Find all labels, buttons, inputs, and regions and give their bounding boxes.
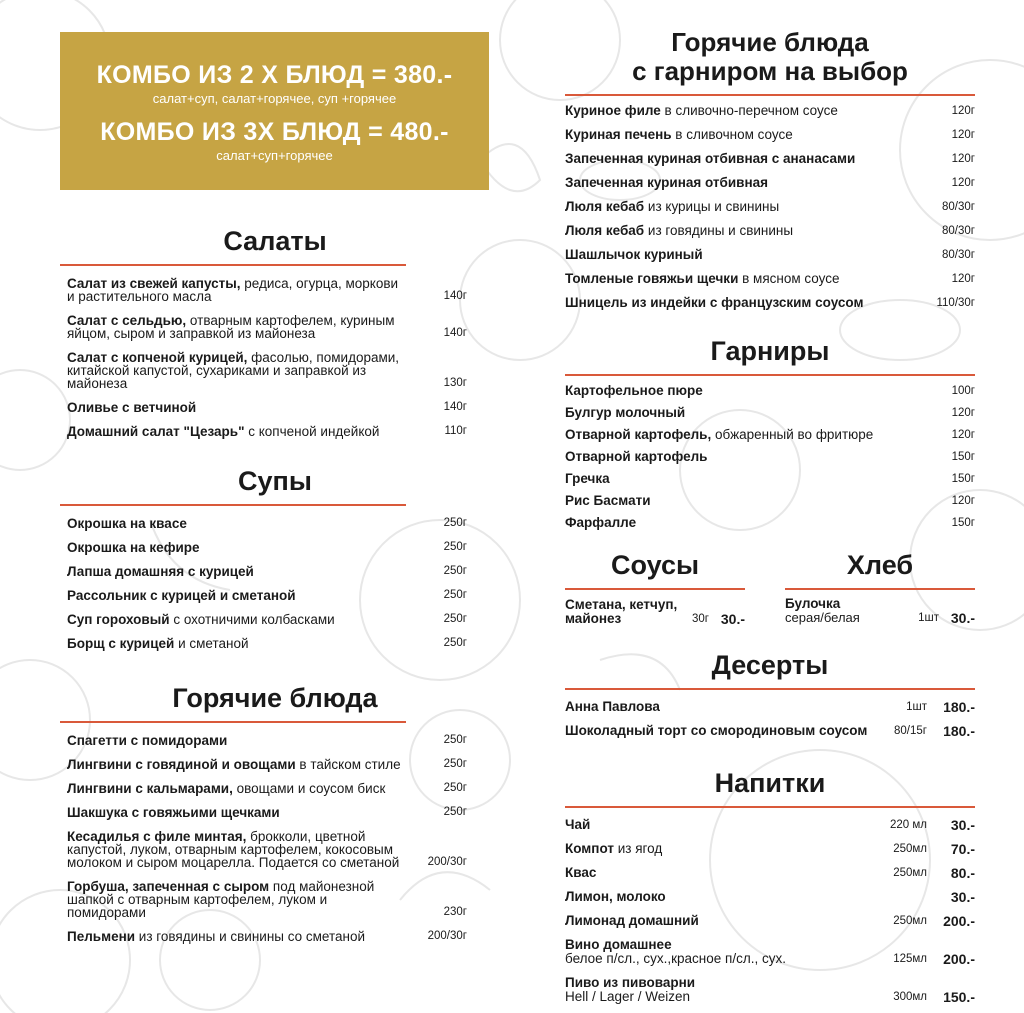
item-description: в сливочно-перечном соусе (660, 103, 838, 118)
item-description: обжаренный во фритюре (711, 427, 874, 442)
sauces-weight: 30г (692, 613, 709, 625)
item-weight: 250г (443, 758, 467, 770)
item-name: Лингвини с кальмарами, (67, 781, 233, 796)
item-weight: 250г (443, 565, 467, 577)
menu-item (565, 248, 975, 262)
menu-item (565, 914, 975, 928)
item-weight: 80/30г (942, 225, 975, 237)
hot-side-title-line2: с гарниром на выбор (632, 56, 908, 86)
sauces-name: Сметана, кетчуп, майонез (565, 597, 678, 626)
item-price: 200.- (943, 951, 975, 967)
salads-divider (60, 264, 406, 266)
item-text (565, 200, 917, 214)
item-description: с копченой индейкой (244, 424, 380, 439)
menu-item (565, 450, 975, 464)
item-weight: 130г (443, 377, 467, 389)
item-description: Hell / Lager / Weizen (565, 989, 691, 1004)
item-name: Чай (565, 817, 591, 832)
item-price: 200.- (943, 913, 975, 929)
item-weight: 250г (443, 613, 467, 625)
item-name: Оливье с ветчиной (67, 400, 197, 415)
menu-item (565, 406, 975, 420)
menu-item (565, 152, 975, 166)
item-weight: 200/30г (427, 856, 467, 868)
menu-item (67, 401, 467, 414)
menu-item (67, 613, 467, 626)
item-text (565, 152, 917, 166)
item-text (565, 976, 869, 1004)
item-name: Домашний салат "Цезарь" (67, 424, 245, 439)
item-weight: 140г (443, 401, 467, 413)
bread-item (785, 611, 975, 625)
item-text (565, 104, 917, 118)
menu-item (67, 517, 467, 530)
drinks-divider (565, 806, 975, 808)
bread-price: 30.- (950, 610, 975, 626)
item-text (565, 842, 869, 856)
menu-item (565, 272, 975, 286)
item-name: Горбуша, запеченная с сыром (67, 879, 270, 894)
item-weight: 120г (951, 129, 975, 141)
item-weight: 110г (444, 425, 467, 437)
soups-title: Супы (238, 466, 312, 496)
item-weight: 120г (951, 273, 975, 285)
item-description: в тайском стиле (295, 757, 401, 772)
item-price: 70.- (950, 841, 975, 857)
item-weight: 250мл (893, 843, 927, 855)
item-name: Картофельное пюре (565, 383, 703, 398)
drinks-title: Напитки (714, 768, 826, 798)
item-text (565, 818, 869, 832)
item-weight: 230г (443, 906, 467, 918)
item-name: Томленые говяжьи щечки (565, 271, 739, 286)
item-name: Борщ с курицей (67, 636, 175, 651)
hot-title: Горячие блюда (172, 683, 378, 713)
soups-section (60, 466, 490, 650)
menu-item (67, 880, 467, 919)
bread-divider (785, 588, 975, 590)
item-description: с охотничими колбасками (169, 612, 335, 627)
item-name: Компот (565, 841, 614, 856)
item-description: из курицы и свинины (644, 199, 780, 214)
item-name: Спагетти с помидорами (67, 733, 228, 748)
item-weight: 120г (951, 177, 975, 189)
item-text (565, 428, 917, 442)
combo-two-subtitle: салат+суп, салат+горячее, суп +горячее (152, 91, 397, 106)
menu-item (565, 384, 975, 398)
item-description: в мясном соусе (738, 271, 840, 286)
item-weight: 120г (951, 407, 975, 419)
item-name: Пельмени (67, 929, 136, 944)
item-name: Гречка (565, 471, 610, 486)
item-text (565, 128, 917, 142)
garnish-divider (565, 374, 975, 376)
item-weight: 140г (443, 290, 467, 302)
menu-item (67, 565, 467, 578)
item-name: Булгур молочный (565, 405, 686, 420)
item-text (565, 890, 869, 904)
menu-item (565, 724, 975, 738)
desserts-title: Десерты (711, 650, 829, 680)
item-weight: 125мл (893, 953, 927, 965)
hot-list (60, 734, 467, 943)
combo-two-title: КОМБО ИЗ 2 Х БЛЮД = 380.- (96, 61, 453, 89)
menu-item (67, 351, 467, 390)
menu-item (67, 806, 467, 819)
item-name: Окрошка на кефире (67, 540, 200, 555)
right-column (565, 28, 975, 1004)
item-price: 150.- (943, 989, 975, 1005)
item-text (565, 406, 917, 420)
item-name: Салат из свежей капусты, (67, 276, 241, 291)
item-weight: 120г (951, 105, 975, 117)
salads-list (60, 277, 467, 438)
item-text (565, 224, 917, 238)
item-weight: 80/30г (942, 201, 975, 213)
drinks-list (565, 818, 975, 1004)
item-weight: 300мл (893, 991, 927, 1003)
item-weight: 110/30г (936, 297, 975, 309)
menu-item (565, 866, 975, 880)
desserts-divider (565, 688, 975, 690)
item-weight: 250г (443, 806, 467, 818)
item-description: отварным картофелем, куриным яйцом, сыром и заправкой из майонеза (67, 313, 395, 341)
bread-name: Булочка (785, 596, 841, 611)
menu-item (67, 314, 467, 340)
combo-three-subtitle: салат+суп+горячее (216, 148, 333, 163)
menu-item (565, 224, 975, 238)
item-text (565, 866, 869, 880)
item-weight: 250г (443, 782, 467, 794)
item-weight: 120г (951, 153, 975, 165)
item-weight: 140г (443, 327, 467, 339)
desserts-list (565, 700, 975, 738)
item-name: Лимон, молоко (565, 889, 666, 904)
hot-side-section (565, 28, 975, 310)
item-name: Отварной картофель, (565, 427, 712, 442)
item-name: Лингвини с говядиной и овощами (67, 757, 296, 772)
sauces-divider (565, 588, 745, 590)
garnish-section (565, 336, 975, 530)
item-weight: 250мл (893, 867, 927, 879)
item-text (565, 272, 917, 286)
menu-item (565, 818, 975, 832)
item-description: и сметаной (174, 636, 249, 651)
item-weight: 250г (443, 517, 467, 529)
item-name: Люля кебаб (565, 199, 645, 214)
item-name: Рассольник с курицей и сметаной (67, 588, 296, 603)
menu-item (565, 516, 975, 530)
item-weight: 80/30г (942, 249, 975, 261)
item-weight: 250г (443, 637, 467, 649)
item-name: Лапша домашняя с курицей (67, 564, 254, 579)
menu-item (565, 200, 975, 214)
sauces-item (565, 598, 745, 626)
item-price: 30.- (950, 889, 975, 905)
item-weight: 200/30г (427, 930, 467, 942)
salads-title: Салаты (223, 226, 327, 256)
menu-item (67, 930, 467, 943)
item-name: Лимонад домашний (565, 913, 699, 928)
item-description: из говядины и свинины со сметаной (135, 929, 366, 944)
item-description: из говядины и свинины (644, 223, 794, 238)
menu-item (565, 104, 975, 118)
item-text (565, 176, 917, 190)
desserts-section (565, 650, 975, 738)
bread-section (785, 550, 975, 626)
item-name: Люля кебаб (565, 223, 645, 238)
item-weight: 250г (443, 734, 467, 746)
menu-item (565, 494, 975, 508)
item-name: Запеченная куриная отбивная с ананасами (565, 151, 856, 166)
item-description: овощами и соусом биск (232, 781, 386, 796)
item-weight: 220 мл (890, 819, 927, 831)
item-price: 180.- (943, 699, 975, 715)
item-price: 30.- (950, 817, 975, 833)
hot-divider (60, 721, 406, 723)
menu-item (67, 425, 467, 438)
item-weight: 120г (951, 429, 975, 441)
item-weight: 250г (443, 589, 467, 601)
item-weight: 80/15г (894, 725, 927, 737)
item-name: Пиво из пивоварни (565, 975, 696, 990)
item-weight: 150г (951, 517, 975, 529)
hot-side-divider (565, 94, 975, 96)
item-name: Куриное филе (565, 103, 661, 118)
item-description: фасолью, помидорами, китайской капустой, сухариками и заправкой из майонеза (67, 350, 400, 391)
menu-item (67, 637, 467, 650)
menu-item (565, 128, 975, 142)
item-description: редиса, огурца, моркови и растительного масла (67, 276, 399, 304)
item-text (565, 248, 917, 262)
sauces-section (565, 550, 745, 626)
item-name: Отварной картофель (565, 449, 708, 464)
item-name: Запеченная куриная отбивная (565, 175, 769, 190)
item-weight: 250г (443, 541, 467, 553)
item-name: Салат с копченой курицей, (67, 350, 248, 365)
drinks-section (565, 768, 975, 1004)
menu-item (565, 176, 975, 190)
combo-three-title: КОМБО ИЗ 3Х БЛЮД = 480.- (100, 118, 449, 146)
menu-item (67, 782, 467, 795)
menu-item (565, 842, 975, 856)
item-text (565, 494, 917, 508)
menu-item (565, 938, 975, 966)
item-description: под майонезной шапкой с отварным картофелем, луком и помидорами (67, 879, 375, 920)
item-name: Вино домашнее (565, 937, 672, 952)
garnish-title: Гарниры (710, 336, 830, 366)
item-text (565, 700, 869, 714)
hot-side-title-line1: Горячие блюда (671, 27, 869, 57)
item-text (565, 516, 917, 530)
menu-item (565, 428, 975, 442)
item-description: в сливочном соусе (671, 127, 793, 142)
menu-item (565, 700, 975, 714)
bread-weight: 1шт (918, 612, 939, 624)
item-text (565, 914, 869, 928)
hot-section (60, 683, 490, 943)
item-description: белое п/сл., сух.,красное п/сл., сух. (565, 951, 786, 966)
item-name: Шашлычок куриный (565, 247, 703, 262)
item-description: брокколи, цветной капустой, луком, отварным картофелем, кокосовым молоком и сыром моцарелла. Подается со сметаной (67, 829, 400, 870)
item-name: Кесадилья с филе минтая, (67, 829, 247, 844)
bread-title: Хлеб (846, 550, 914, 580)
salads-section (60, 226, 490, 438)
menu-item (565, 976, 975, 1004)
item-name: Окрошка на квасе (67, 516, 187, 531)
item-name: Анна Павлова (565, 699, 660, 714)
item-name: Шоколадный торт со смородиновым соусом (565, 723, 868, 738)
soups-list (60, 517, 467, 650)
item-text (565, 296, 917, 310)
item-name: Салат с сельдью, (67, 313, 187, 328)
item-text (565, 450, 917, 464)
item-weight: 1шт (906, 701, 927, 713)
item-name: Квас (565, 865, 597, 880)
item-weight: 120г (951, 495, 975, 507)
item-name: Шницель из индейки с французским соусом (565, 295, 864, 310)
menu-item (67, 541, 467, 554)
sauces-price: 30.- (720, 611, 745, 627)
menu-item (565, 296, 975, 310)
left-column (60, 32, 490, 943)
item-price: 180.- (943, 723, 975, 739)
item-name: Суп гороховый (67, 612, 170, 627)
item-weight: 250мл (893, 915, 927, 927)
item-name: Рис Басмати (565, 493, 651, 508)
item-description: из ягод (613, 841, 663, 856)
item-price: 80.- (950, 865, 975, 881)
sauces-bread-row (565, 550, 975, 626)
item-name: Шакшука с говяжьими щечками (67, 805, 280, 820)
menu-item (67, 277, 467, 303)
item-name: Куриная печень (565, 127, 672, 142)
menu-item (67, 589, 467, 602)
item-text (565, 724, 869, 738)
menu-item (67, 830, 467, 869)
item-weight: 100г (951, 385, 975, 397)
item-weight: 150г (951, 451, 975, 463)
bread-desc: серая/белая (785, 610, 860, 625)
garnish-list (565, 384, 975, 530)
sauces-title: Соусы (610, 550, 700, 580)
menu-item (67, 758, 467, 771)
item-text (565, 384, 917, 398)
item-text (565, 472, 917, 486)
item-text (565, 938, 869, 966)
menu-item (565, 890, 975, 904)
item-weight: 150г (951, 473, 975, 485)
combo-banner (60, 32, 489, 190)
hot-side-list (565, 104, 975, 310)
item-name: Фарфалле (565, 515, 637, 530)
soups-divider (60, 504, 406, 506)
menu-item (67, 734, 467, 747)
menu-item (565, 472, 975, 486)
